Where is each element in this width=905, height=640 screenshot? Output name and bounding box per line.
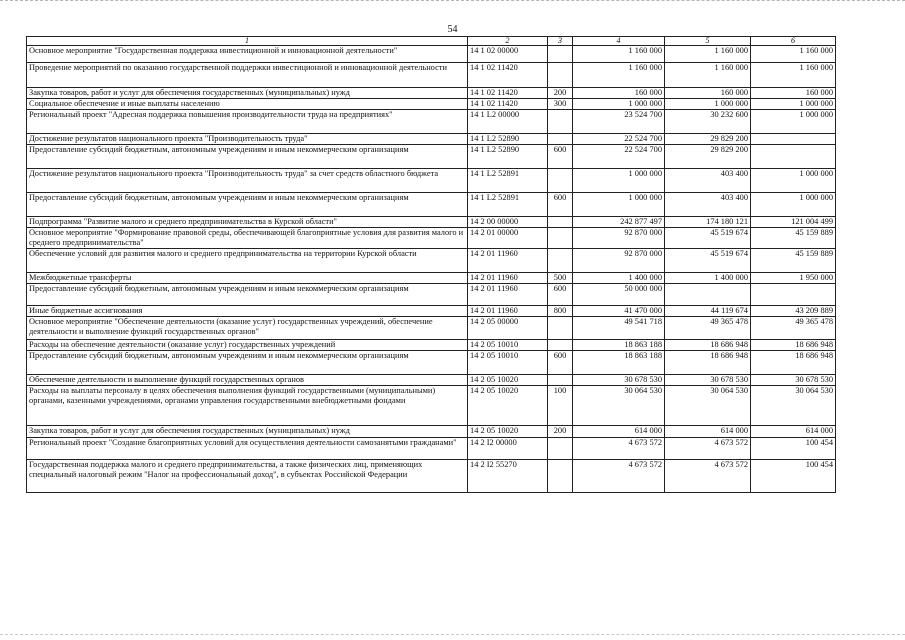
row-amount-2: 1 160 000 xyxy=(665,63,751,88)
row-name: Предоставление субсидий бюджетным, автономным учреждениям и иным некоммерческим организациям xyxy=(27,145,468,169)
row-amount-3: 1 000 000 xyxy=(751,193,836,217)
row-vr: 100 xyxy=(548,386,573,426)
row-name: Государственная поддержка малого и среднего предпринимательства, а также физических лиц, применяющих специальный налоговый режим "Налог на профессиональный доход", в субъектах Российской Федерации xyxy=(27,460,468,493)
table-row xyxy=(27,217,836,228)
row-code: 14 2 I2 55270 xyxy=(468,460,548,493)
row-amount-1: 30 064 530 xyxy=(573,386,665,426)
row-amount-2: 4 673 572 xyxy=(665,438,751,460)
scan-edge-top xyxy=(0,0,905,2)
header-col-5: 5 xyxy=(665,37,751,46)
row-amount-1: 50 000 000 xyxy=(573,284,665,306)
row-amount-2: 29 829 200 xyxy=(665,145,751,169)
scan-edge-bottom xyxy=(0,634,905,636)
row-vr: 600 xyxy=(548,284,573,306)
table-row xyxy=(27,284,836,306)
row-vr xyxy=(548,110,573,134)
row-code: 14 2 05 00000 xyxy=(468,317,548,340)
row-vr: 500 xyxy=(548,273,573,284)
row-amount-2: 1 400 000 xyxy=(665,273,751,284)
row-name: Региональный проект "Создание благоприятных условий для осуществления деятельности самозанятыми гражданами" xyxy=(27,438,468,460)
row-name: Предоставление субсидий бюджетным, автономным учреждениям и иным некоммерческим организациям xyxy=(27,193,468,217)
row-vr: 200 xyxy=(548,426,573,438)
row-amount-3 xyxy=(751,134,836,145)
row-vr: 600 xyxy=(548,145,573,169)
table-row xyxy=(27,249,836,273)
row-amount-3: 30 678 530 xyxy=(751,375,836,386)
row-amount-2: 4 673 572 xyxy=(665,460,751,493)
row-code: 14 1 L2 52890 xyxy=(468,134,548,145)
row-amount-1: 23 524 700 xyxy=(573,110,665,134)
table-row xyxy=(27,426,836,438)
row-amount-3: 18 686 948 xyxy=(751,351,836,375)
header-col-2: 2 xyxy=(468,37,548,46)
header-col-3: 3 xyxy=(548,37,573,46)
row-amount-2: 174 180 121 xyxy=(665,217,751,228)
row-name: Обеспечение условий для развития малого и среднего предпринимательства на территории Курской области xyxy=(27,249,468,273)
table-row xyxy=(27,99,836,110)
row-code: 14 2 01 00000 xyxy=(468,228,548,249)
row-amount-1: 22 524 700 xyxy=(573,134,665,145)
row-vr xyxy=(548,460,573,493)
table-row xyxy=(27,63,836,88)
row-amount-1: 1 000 000 xyxy=(573,193,665,217)
row-amount-2: 30 678 530 xyxy=(665,375,751,386)
table-row xyxy=(27,46,836,63)
row-name: Закупка товаров, работ и услуг для обеспечения государственных (муниципальных) нужд xyxy=(27,426,468,438)
table-row xyxy=(27,273,836,284)
row-code: 14 2 01 11960 xyxy=(468,284,548,306)
column-number-header xyxy=(27,37,836,46)
row-name: Основное мероприятие "Обеспечение деятельности (оказание услуг) государственных учреждений, обеспечение деятельности и выполнение функций государственных органов" xyxy=(27,317,468,340)
row-amount-1: 30 678 530 xyxy=(573,375,665,386)
row-name: Межбюджетные трансферты xyxy=(27,273,468,284)
row-code: 14 1 L2 52891 xyxy=(468,169,548,193)
row-amount-3: 100 454 xyxy=(751,438,836,460)
row-name: Обеспечение деятельности и выполнение функций государственных органов xyxy=(27,375,468,386)
row-name: Достижение результатов национального проекта "Производительность труда" xyxy=(27,134,468,145)
row-amount-3: 1 160 000 xyxy=(751,46,836,63)
row-vr xyxy=(548,169,573,193)
row-amount-2: 403 400 xyxy=(665,169,751,193)
page-number: 54 xyxy=(447,24,458,35)
row-amount-3: 49 365 478 xyxy=(751,317,836,340)
row-amount-3: 1 000 000 xyxy=(751,169,836,193)
row-vr xyxy=(548,375,573,386)
row-amount-3: 30 064 530 xyxy=(751,386,836,426)
row-amount-1: 1 160 000 xyxy=(573,63,665,88)
row-amount-1: 1 160 000 xyxy=(573,46,665,63)
table-row xyxy=(27,375,836,386)
row-vr xyxy=(548,249,573,273)
row-amount-1: 41 470 000 xyxy=(573,306,665,317)
row-name: Региональный проект "Адресная поддержка повышения производительности труда на предприятиях" xyxy=(27,110,468,134)
row-vr xyxy=(548,438,573,460)
row-amount-1: 4 673 572 xyxy=(573,438,665,460)
row-amount-2: 18 686 948 xyxy=(665,351,751,375)
row-amount-2: 45 519 674 xyxy=(665,228,751,249)
row-amount-3 xyxy=(751,145,836,169)
row-amount-2: 160 000 xyxy=(665,88,751,99)
row-amount-3: 43 209 889 xyxy=(751,306,836,317)
row-code: 14 1 02 11420 xyxy=(468,88,548,99)
row-amount-3: 45 159 889 xyxy=(751,228,836,249)
row-vr: 600 xyxy=(548,193,573,217)
row-amount-1: 1 000 000 xyxy=(573,99,665,110)
row-code: 14 2 I2 00000 xyxy=(468,438,548,460)
table-row xyxy=(27,460,836,493)
table-row xyxy=(27,351,836,375)
row-code: 14 2 05 10020 xyxy=(468,386,548,426)
row-amount-3 xyxy=(751,284,836,306)
row-amount-3: 1 160 000 xyxy=(751,63,836,88)
row-code: 14 2 01 11960 xyxy=(468,273,548,284)
table-row xyxy=(27,134,836,145)
row-amount-2: 30 232 600 xyxy=(665,110,751,134)
row-amount-1: 92 870 000 xyxy=(573,228,665,249)
row-name: Расходы на выплаты персоналу в целях обеспечения выполнения функций государственными (муниципальными) органами, казенными учреждениями, органами управления государственными внебюджетными фондами xyxy=(27,386,468,426)
table-row xyxy=(27,110,836,134)
row-vr xyxy=(548,46,573,63)
row-name: Основное мероприятие "Формирование правовой среды, обеспечивающей благоприятные условия для развития малого и среднего предпринимательства" xyxy=(27,228,468,249)
header-col-4: 4 xyxy=(573,37,665,46)
row-vr: 200 xyxy=(548,88,573,99)
row-amount-1: 242 877 497 xyxy=(573,217,665,228)
row-amount-3: 18 686 948 xyxy=(751,340,836,351)
budget-table xyxy=(26,36,836,493)
row-amount-1: 160 000 xyxy=(573,88,665,99)
row-amount-1: 22 524 700 xyxy=(573,145,665,169)
row-name: Основное мероприятие "Государственная поддержка инвестиционной и инновационной деятельности" xyxy=(27,46,468,63)
row-name: Подпрограмма "Развитие малого и среднего предпринимательства в Курской области" xyxy=(27,217,468,228)
row-amount-1: 1 000 000 xyxy=(573,169,665,193)
table-row xyxy=(27,193,836,217)
row-code: 14 1 L2 52891 xyxy=(468,193,548,217)
row-vr xyxy=(548,340,573,351)
row-vr xyxy=(548,134,573,145)
row-amount-2: 45 519 674 xyxy=(665,249,751,273)
header-col-6: 6 xyxy=(751,37,836,46)
row-code: 14 2 01 11960 xyxy=(468,249,548,273)
row-code: 14 1 L2 52890 xyxy=(468,145,548,169)
row-amount-2: 18 686 948 xyxy=(665,340,751,351)
row-amount-2: 403 400 xyxy=(665,193,751,217)
row-amount-3: 160 000 xyxy=(751,88,836,99)
row-amount-1: 1 400 000 xyxy=(573,273,665,284)
row-amount-3: 100 454 xyxy=(751,460,836,493)
row-code: 14 2 00 00000 xyxy=(468,217,548,228)
row-amount-1: 614 000 xyxy=(573,426,665,438)
row-amount-2: 614 000 xyxy=(665,426,751,438)
table-row xyxy=(27,386,836,426)
row-code: 14 2 05 10020 xyxy=(468,426,548,438)
table-row xyxy=(27,306,836,317)
row-code: 14 1 02 11420 xyxy=(468,63,548,88)
row-code: 14 1 02 00000 xyxy=(468,46,548,63)
row-code: 14 2 05 10010 xyxy=(468,340,548,351)
table-row xyxy=(27,317,836,340)
row-name: Достижение результатов национального проекта "Производительность труда" за счет средств областного бюджета xyxy=(27,169,468,193)
table-row xyxy=(27,340,836,351)
row-code: 14 2 01 11960 xyxy=(468,306,548,317)
row-name: Социальное обеспечение и иные выплаты населению xyxy=(27,99,468,110)
row-name: Закупка товаров, работ и услуг для обеспечения государственных (муниципальных) нужд xyxy=(27,88,468,99)
row-amount-3: 1 000 000 xyxy=(751,99,836,110)
row-name: Предоставление субсидий бюджетным, автономным учреждениям и иным некоммерческим организациям xyxy=(27,284,468,306)
row-amount-3: 614 000 xyxy=(751,426,836,438)
row-vr xyxy=(548,63,573,88)
row-amount-1: 49 541 718 xyxy=(573,317,665,340)
row-vr xyxy=(548,228,573,249)
row-amount-1: 4 673 572 xyxy=(573,460,665,493)
row-code: 14 1 02 11420 xyxy=(468,99,548,110)
row-name: Предоставление субсидий бюджетным, автономным учреждениям и иным некоммерческим организациям xyxy=(27,351,468,375)
row-amount-3: 1 000 000 xyxy=(751,110,836,134)
row-amount-3: 1 950 000 xyxy=(751,273,836,284)
row-vr: 300 xyxy=(548,99,573,110)
row-amount-2: 1 000 000 xyxy=(665,99,751,110)
row-name: Проведение мероприятий по оказанию государственной поддержки инвестиционной и инновационной деятельности xyxy=(27,63,468,88)
header-col-1: 1 xyxy=(27,37,468,46)
row-amount-2: 44 119 674 xyxy=(665,306,751,317)
table-row xyxy=(27,169,836,193)
row-amount-1: 18 863 188 xyxy=(573,340,665,351)
table-row xyxy=(27,88,836,99)
row-amount-2: 29 829 200 xyxy=(665,134,751,145)
row-amount-1: 18 863 188 xyxy=(573,351,665,375)
row-name: Расходы на обеспечение деятельности (оказание услуг) государственных учреждений xyxy=(27,340,468,351)
row-amount-3: 121 004 499 xyxy=(751,217,836,228)
row-name: Иные бюджетные ассигнования xyxy=(27,306,468,317)
row-amount-1: 92 870 000 xyxy=(573,249,665,273)
row-code: 14 1 L2 00000 xyxy=(468,110,548,134)
row-vr xyxy=(548,217,573,228)
row-vr xyxy=(548,317,573,340)
row-amount-2 xyxy=(665,284,751,306)
row-vr: 600 xyxy=(548,351,573,375)
row-amount-2: 49 365 478 xyxy=(665,317,751,340)
table-row xyxy=(27,145,836,169)
row-amount-3: 45 159 889 xyxy=(751,249,836,273)
table-row xyxy=(27,438,836,460)
table-row xyxy=(27,228,836,249)
row-amount-2: 1 160 000 xyxy=(665,46,751,63)
row-vr: 800 xyxy=(548,306,573,317)
row-amount-2: 30 064 530 xyxy=(665,386,751,426)
row-code: 14 2 05 10010 xyxy=(468,351,548,375)
row-code: 14 2 05 10020 xyxy=(468,375,548,386)
